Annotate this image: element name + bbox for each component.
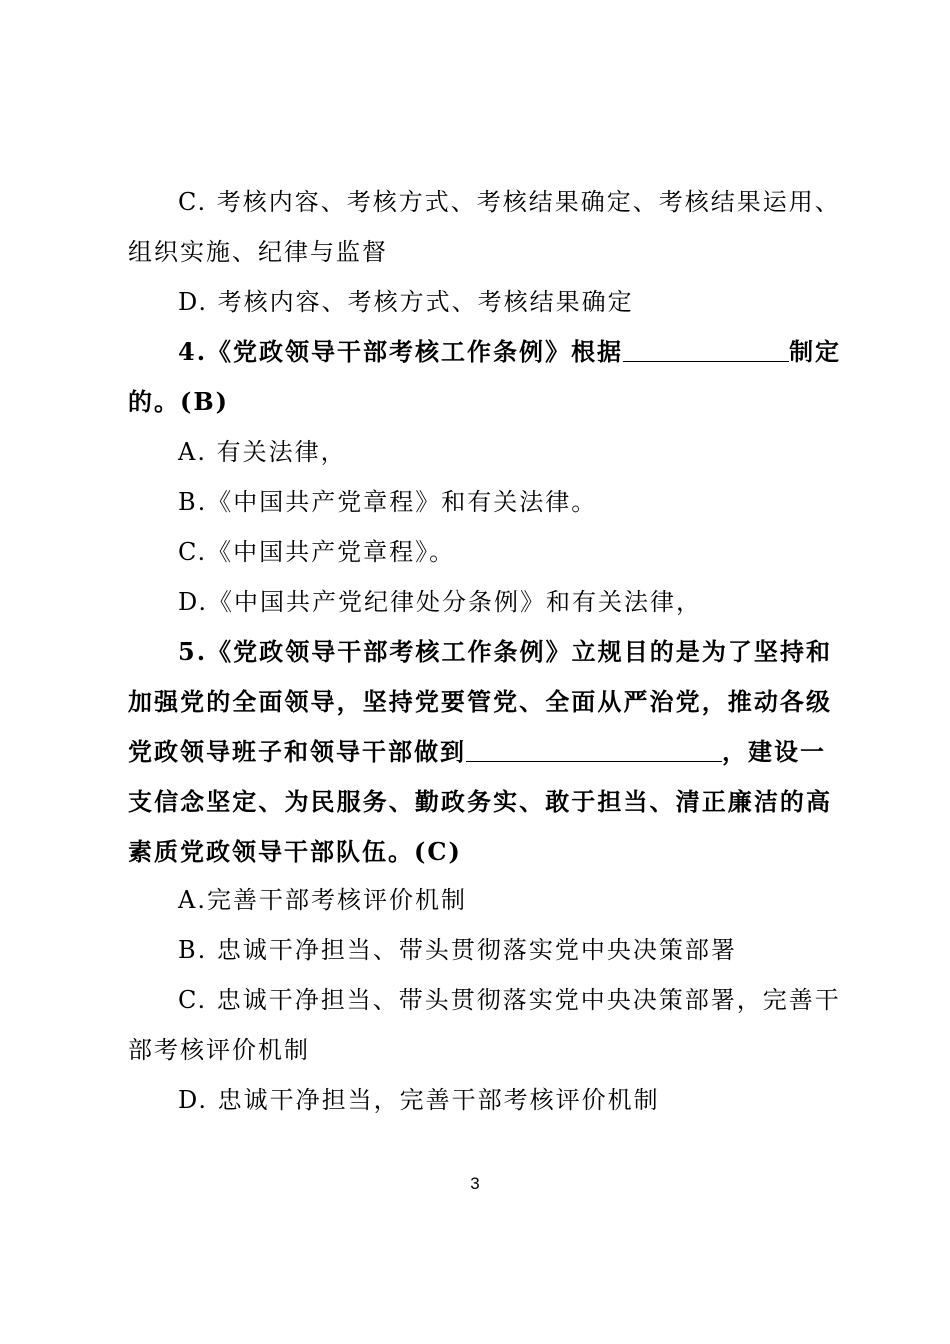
q4-stem-part2: 制定 (789, 337, 842, 366)
q5-option-a: A.完善干部考核评价机制 (178, 886, 467, 914)
q5-stem-line3-part1: 党政领导班子和领导干部做到 (128, 737, 466, 766)
q4-option-d: D.《中国共产党纪律处分条例》和有关法律， (178, 588, 703, 616)
q3-option-c-line2: 组织实施、纪律与监督 (128, 238, 388, 266)
q5-option-d: D. 忠诚干净担当，完善干部考核评价机制 (178, 1086, 660, 1114)
q4-stem-line2: 的。(B) (128, 387, 229, 416)
q5-stem-line4: 支信念坚定、为民服务、勤政务实、敢于担当、清正廉洁的高 (128, 787, 832, 816)
q5-option-c-line2: 部考核评价机制 (128, 1036, 310, 1064)
q5-stem-line3 (128, 736, 832, 768)
q5-answer-blank (466, 737, 722, 762)
page-number: 3 (470, 1174, 480, 1193)
q3-option-c-line1: C. 考核内容、考核方式、考核结果确定、考核结果运用、 (178, 188, 841, 216)
q4-answer-blank (623, 337, 789, 362)
q4-stem-part1: 4.《党政领导干部考核工作条例》根据 (178, 337, 624, 366)
q5-option-b: B. 忠诚干净担当、带头贯彻落实党中央决策部署 (178, 936, 737, 964)
q4-option-a: A. 有关法律， (178, 438, 347, 466)
q4-stem-line1 (178, 336, 842, 368)
q5-option-c-line1: C. 忠诚干净担当、带头贯彻落实党中央决策部署，完善干 (178, 986, 841, 1014)
q4-option-c: C.《中国共产党章程》。 (178, 538, 456, 566)
q5-stem-line3-part2: ，建设一 (722, 737, 826, 766)
q3-option-d: D. 考核内容、考核方式、考核结果确定 (178, 288, 634, 316)
q5-stem-line1: 5.《党政领导干部考核工作条例》立规目的是为了坚持和 (178, 637, 832, 666)
q5-stem-line2: 加强党的全面领导，坚持党要管党、全面从严治党，推动各级 (128, 687, 832, 716)
q5-stem-line5: 素质党政领导干部队伍。(C) (128, 837, 462, 866)
q4-option-b: B.《中国共产党章程》和有关法律。 (178, 488, 598, 516)
